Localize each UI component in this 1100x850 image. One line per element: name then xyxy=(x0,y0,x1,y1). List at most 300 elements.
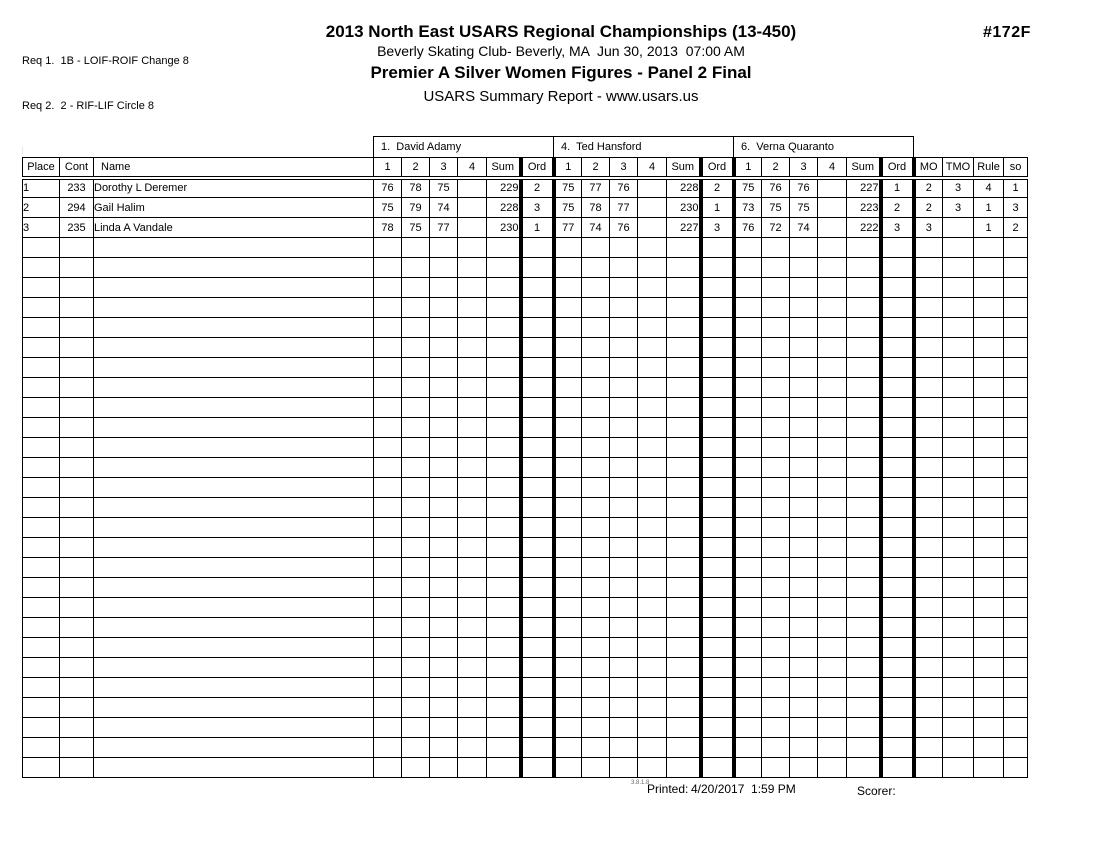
rule-cell xyxy=(974,758,1004,778)
judge1-score-3-cell xyxy=(430,458,458,478)
contestant-number-cell xyxy=(60,398,94,418)
judge3-score-2-cell xyxy=(762,598,790,618)
judge2-score-2-cell xyxy=(582,678,610,698)
skater-name-cell xyxy=(94,278,374,298)
judge2-score-2-cell xyxy=(582,658,610,678)
judge3-score-4-cell xyxy=(818,738,847,758)
judge3-score-2-cell xyxy=(762,258,790,278)
judge3-score-1-cell xyxy=(734,678,762,698)
rule-cell: 1 xyxy=(974,218,1004,238)
contestant-number-cell xyxy=(60,518,94,538)
empty-row xyxy=(23,258,1028,278)
tmo-cell xyxy=(943,598,974,618)
judge2-ordinal-cell xyxy=(701,478,734,498)
judge3-ordinal-cell xyxy=(881,698,914,718)
judge2-score-4-cell xyxy=(638,718,667,738)
result-row-2 xyxy=(23,198,1028,218)
judge3-score-1-cell xyxy=(734,518,762,538)
judge1-ordinal-cell xyxy=(521,358,554,378)
judge2-score-2-cell xyxy=(582,458,610,478)
contestant-number-cell xyxy=(60,558,94,578)
so-cell xyxy=(1004,618,1028,638)
judge2-score-3-cell xyxy=(610,598,638,618)
judge2-score-4-cell xyxy=(638,498,667,518)
rule-cell xyxy=(974,398,1004,418)
judge2-score-1-cell xyxy=(554,498,582,518)
judge3-ordinal-cell xyxy=(881,738,914,758)
rule-cell xyxy=(974,618,1004,638)
judge3-score-1-cell xyxy=(734,578,762,598)
contestant-number-cell xyxy=(60,598,94,618)
judge1-score-1-cell xyxy=(374,498,402,518)
judge1-score-2-cell xyxy=(402,638,430,658)
judge3-ordinal-cell: 2 xyxy=(881,198,914,218)
header-judge3-sum: Sum xyxy=(847,158,881,178)
judge3-score-2-cell xyxy=(762,278,790,298)
judge1-sum-cell xyxy=(487,438,521,458)
place-cell xyxy=(23,318,60,338)
skater-name-cell: Dorothy L Deremer xyxy=(94,178,374,198)
scorer-label: Scorer: xyxy=(857,784,896,798)
judge3-score-3-cell xyxy=(790,598,818,618)
judge1-sum-cell xyxy=(487,298,521,318)
judge3-score-4-cell xyxy=(818,518,847,538)
judge1-score-2-cell xyxy=(402,478,430,498)
contestant-number-cell xyxy=(60,438,94,458)
rule-cell xyxy=(974,498,1004,518)
judge1-sum-cell xyxy=(487,518,521,538)
software-version: 3.8.1.8 xyxy=(631,780,650,786)
judge2-score-3-cell xyxy=(610,258,638,278)
judge1-ordinal-cell xyxy=(521,578,554,598)
judge3-score-4-cell xyxy=(818,658,847,678)
judge3-score-3-cell xyxy=(790,258,818,278)
mo-cell xyxy=(914,718,943,738)
judge3-sum-cell xyxy=(847,518,881,538)
judge2-score-3-cell xyxy=(610,678,638,698)
rule-cell xyxy=(974,238,1004,258)
judge2-score-4-cell xyxy=(638,358,667,378)
judge3-score-3-cell xyxy=(790,658,818,678)
judge3-score-4-cell xyxy=(818,198,847,218)
judge3-ordinal-cell xyxy=(881,658,914,678)
judge2-score-4-cell xyxy=(638,658,667,678)
contestant-number-cell xyxy=(60,638,94,658)
judge3-sum-cell xyxy=(847,658,881,678)
rule-cell xyxy=(974,378,1004,398)
judge3-score-4-cell xyxy=(818,218,847,238)
judge2-score-4-cell xyxy=(638,178,667,198)
judge2-score-2-cell xyxy=(582,538,610,558)
judge3-score-2-cell xyxy=(762,318,790,338)
event-number: #172F xyxy=(983,24,1031,41)
judge2-score-2-cell: 77 xyxy=(582,178,610,198)
judge3-score-3-cell xyxy=(790,338,818,358)
judge1-sum-cell: 230 xyxy=(487,218,521,238)
judge2-ordinal-cell xyxy=(701,638,734,658)
judge1-score-4-cell xyxy=(458,238,487,258)
judge3-sum-cell xyxy=(847,478,881,498)
contestant-number-cell xyxy=(60,318,94,338)
place-cell xyxy=(23,698,60,718)
skater-name-cell xyxy=(94,578,374,598)
judge1-score-1-cell xyxy=(374,598,402,618)
judge3-ordinal-cell xyxy=(881,318,914,338)
judge2-ordinal-cell: 3 xyxy=(701,218,734,238)
header-judge3-2: 2 xyxy=(762,158,790,178)
judge1-ordinal-cell xyxy=(521,398,554,418)
rule-cell xyxy=(974,278,1004,298)
judge2-sum-cell xyxy=(667,538,701,558)
judge2-score-3-cell xyxy=(610,758,638,778)
so-cell xyxy=(1004,678,1028,698)
skater-name-cell xyxy=(94,558,374,578)
contestant-number-cell xyxy=(60,498,94,518)
skater-name-cell xyxy=(94,398,374,418)
rule-cell xyxy=(974,258,1004,278)
judge1-sum-cell xyxy=(487,678,521,698)
judge1-sum-cell xyxy=(487,338,521,358)
judge3-score-4-cell xyxy=(818,478,847,498)
judge2-score-1-cell xyxy=(554,478,582,498)
judge1-score-3-cell xyxy=(430,618,458,638)
judge1-score-4-cell xyxy=(458,478,487,498)
judge1-score-3-cell xyxy=(430,318,458,338)
judge1-score-2-cell xyxy=(402,538,430,558)
judge3-score-3-cell xyxy=(790,378,818,398)
judge1-ordinal-cell xyxy=(521,758,554,778)
judge1-score-1-cell: 76 xyxy=(374,178,402,198)
judge1-ordinal-cell xyxy=(521,538,554,558)
judge1-score-4-cell xyxy=(458,298,487,318)
skater-name-cell xyxy=(94,658,374,678)
judge2-score-1-cell xyxy=(554,638,582,658)
judge2-score-1-cell xyxy=(554,538,582,558)
so-cell xyxy=(1004,278,1028,298)
judge3-ordinal-cell: 1 xyxy=(881,178,914,198)
judge1-score-4-cell xyxy=(458,698,487,718)
judge3-score-1-cell xyxy=(734,758,762,778)
judge3-score-1-cell xyxy=(734,498,762,518)
judge2-ordinal-cell xyxy=(701,558,734,578)
judge2-score-2-cell xyxy=(582,238,610,258)
championship-title: 2013 North East USARS Regional Championships (13-450) xyxy=(325,22,797,41)
judge1-sum-cell xyxy=(487,458,521,478)
judge3-score-3-cell xyxy=(790,558,818,578)
tmo-cell xyxy=(943,418,974,438)
rule-cell xyxy=(974,578,1004,598)
so-cell xyxy=(1004,638,1028,658)
header-judge1-2: 2 xyxy=(402,158,430,178)
judge1-score-3-cell xyxy=(430,298,458,318)
judge2-score-4-cell xyxy=(638,438,667,458)
empty-row xyxy=(23,678,1028,698)
judge2-ordinal-cell xyxy=(701,438,734,458)
skater-name-cell xyxy=(94,678,374,698)
judge3-sum-cell xyxy=(847,338,881,358)
judge3-score-4-cell xyxy=(818,458,847,478)
judge1-score-4-cell xyxy=(458,738,487,758)
tmo-cell xyxy=(943,398,974,418)
judge3-score-4-cell xyxy=(818,238,847,258)
judge-banner-row xyxy=(23,137,1028,158)
judge1-score-2-cell xyxy=(402,458,430,478)
judge1-ordinal-cell xyxy=(521,678,554,698)
contestant-number-cell: 235 xyxy=(60,218,94,238)
judge2-score-3-cell xyxy=(610,578,638,598)
skater-name-cell xyxy=(94,378,374,398)
judge2-score-3-cell xyxy=(610,378,638,398)
mo-cell xyxy=(914,618,943,638)
header-judge1-1: 1 xyxy=(374,158,402,178)
judge2-sum-cell xyxy=(667,658,701,678)
judge3-sum-cell xyxy=(847,278,881,298)
tmo-cell xyxy=(943,718,974,738)
judge3-score-4-cell xyxy=(818,758,847,778)
judge2-score-1-cell xyxy=(554,278,582,298)
mo-cell xyxy=(914,398,943,418)
judge1-score-4-cell xyxy=(458,218,487,238)
judge3-score-3-cell xyxy=(790,578,818,598)
judge3-score-1-cell xyxy=(734,638,762,658)
judge2-score-1-cell xyxy=(554,338,582,358)
rule-cell xyxy=(974,458,1004,478)
judge2-score-1-cell xyxy=(554,598,582,618)
judge2-ordinal-cell xyxy=(701,418,734,438)
judge2-score-2-cell xyxy=(582,598,610,618)
place-cell xyxy=(23,618,60,638)
judge3-score-2-cell xyxy=(762,758,790,778)
place-cell xyxy=(23,578,60,598)
judge1-score-2-cell xyxy=(402,338,430,358)
judge3-sum-cell xyxy=(847,458,881,478)
empty-row xyxy=(23,498,1028,518)
judge3-ordinal-cell xyxy=(881,338,914,358)
header-judge2-ord: Ord xyxy=(701,158,734,178)
judge1-sum-cell: 228 xyxy=(487,198,521,218)
judge2-ordinal-cell xyxy=(701,298,734,318)
judge2-score-3-cell xyxy=(610,338,638,358)
so-cell xyxy=(1004,498,1028,518)
judge2-score-2-cell xyxy=(582,278,610,298)
judge1-score-4-cell xyxy=(458,538,487,558)
tmo-cell xyxy=(943,258,974,278)
tmo-cell xyxy=(943,438,974,458)
so-cell xyxy=(1004,418,1028,438)
judge3-score-4-cell xyxy=(818,398,847,418)
mo-cell: 3 xyxy=(914,218,943,238)
skater-name-cell xyxy=(94,598,374,618)
judge1-sum-cell xyxy=(487,238,521,258)
judge1-score-3-cell xyxy=(430,378,458,398)
result-row-3 xyxy=(23,218,1028,238)
judge3-score-1-cell xyxy=(734,538,762,558)
mo-cell xyxy=(914,598,943,618)
judge1-score-1-cell xyxy=(374,758,402,778)
judge1-score-1-cell xyxy=(374,318,402,338)
judge1-score-4-cell xyxy=(458,278,487,298)
judge3-score-1-cell xyxy=(734,378,762,398)
skater-name-cell xyxy=(94,518,374,538)
judge1-score-1-cell xyxy=(374,298,402,318)
judge3-score-3-cell xyxy=(790,538,818,558)
mo-cell xyxy=(914,638,943,658)
judge3-score-3-cell xyxy=(790,758,818,778)
judge3-ordinal-cell: 3 xyxy=(881,218,914,238)
judge1-score-3-cell xyxy=(430,758,458,778)
judge2-ordinal-cell xyxy=(701,358,734,378)
judge1-ordinal-cell xyxy=(521,658,554,678)
judge3-score-2-cell xyxy=(762,298,790,318)
judge2-score-3-cell xyxy=(610,358,638,378)
judge3-score-3-cell xyxy=(790,718,818,738)
judge2-score-2-cell xyxy=(582,738,610,758)
judge2-score-3-cell xyxy=(610,618,638,638)
empty-row xyxy=(23,418,1028,438)
judge2-ordinal-cell xyxy=(701,538,734,558)
judge2-sum-cell: 230 xyxy=(667,198,701,218)
header-judge1-ord: Ord xyxy=(521,158,554,178)
judge3-score-2-cell xyxy=(762,418,790,438)
judge1-score-1-cell xyxy=(374,558,402,578)
judge1-score-3-cell xyxy=(430,558,458,578)
judge2-sum-cell: 227 xyxy=(667,218,701,238)
judge2-score-1-cell: 75 xyxy=(554,198,582,218)
contestant-number-cell xyxy=(60,698,94,718)
empty-row xyxy=(23,718,1028,738)
judge2-score-3-cell xyxy=(610,718,638,738)
rule-cell xyxy=(974,418,1004,438)
judge3-sum-cell xyxy=(847,258,881,278)
empty-row xyxy=(23,458,1028,478)
judge3-score-3-cell xyxy=(790,738,818,758)
skater-name-cell: Linda A Vandale xyxy=(94,218,374,238)
results-table-body xyxy=(23,178,1028,778)
judge3-score-3-cell xyxy=(790,438,818,458)
judge1-score-4-cell xyxy=(458,438,487,458)
judge3-sum-cell: 227 xyxy=(847,178,881,198)
contestant-number-cell xyxy=(60,758,94,778)
place-cell xyxy=(23,278,60,298)
judge2-score-4-cell xyxy=(638,318,667,338)
so-cell: 1 xyxy=(1004,178,1028,198)
so-cell xyxy=(1004,338,1028,358)
judge2-score-2-cell xyxy=(582,478,610,498)
judge1-score-3-cell: 75 xyxy=(430,178,458,198)
judge1-sum-cell xyxy=(487,418,521,438)
judge1-score-1-cell xyxy=(374,438,402,458)
judge1-sum-cell xyxy=(487,278,521,298)
judge1-ordinal-cell xyxy=(521,638,554,658)
judge1-score-4-cell xyxy=(458,458,487,478)
rule-cell xyxy=(974,718,1004,738)
judge1-score-1-cell xyxy=(374,358,402,378)
judge1-score-2-cell xyxy=(402,758,430,778)
judge3-sum-cell xyxy=(847,738,881,758)
so-cell xyxy=(1004,558,1028,578)
judge1-score-1-cell xyxy=(374,658,402,678)
judge1-score-4-cell xyxy=(458,398,487,418)
judge-header-3: 6. Verna Quaranto xyxy=(734,137,914,158)
tmo-cell xyxy=(943,638,974,658)
empty-row xyxy=(23,238,1028,258)
mo-cell xyxy=(914,678,943,698)
place-cell xyxy=(23,398,60,418)
judge3-score-4-cell xyxy=(818,258,847,278)
judge2-score-3-cell xyxy=(610,458,638,478)
judge1-score-3-cell xyxy=(430,538,458,558)
empty-row xyxy=(23,478,1028,498)
judge1-score-3-cell xyxy=(430,738,458,758)
tmo-cell xyxy=(943,458,974,478)
header-judge2-2: 2 xyxy=(582,158,610,178)
judge2-score-3-cell xyxy=(610,638,638,658)
judge2-score-2-cell xyxy=(582,298,610,318)
judge2-score-4-cell xyxy=(638,378,667,398)
header-judge3-1: 1 xyxy=(734,158,762,178)
judge1-score-2-cell: 79 xyxy=(402,198,430,218)
header-judge1-sum: Sum xyxy=(487,158,521,178)
skater-name-cell xyxy=(94,478,374,498)
judge2-score-3-cell xyxy=(610,738,638,758)
place-cell xyxy=(23,658,60,678)
judge2-ordinal-cell xyxy=(701,378,734,398)
mo-cell xyxy=(914,458,943,478)
judge1-ordinal-cell: 1 xyxy=(521,218,554,238)
judge1-score-3-cell xyxy=(430,278,458,298)
judge2-score-1-cell xyxy=(554,458,582,478)
judge2-sum-cell xyxy=(667,438,701,458)
judge3-score-3-cell xyxy=(790,498,818,518)
mo-cell xyxy=(914,318,943,338)
judge1-score-4-cell xyxy=(458,178,487,198)
judge3-sum-cell xyxy=(847,698,881,718)
judge2-score-1-cell xyxy=(554,398,582,418)
judge2-score-1-cell xyxy=(554,298,582,318)
so-cell xyxy=(1004,658,1028,678)
judge2-score-2-cell xyxy=(582,438,610,458)
tmo-cell xyxy=(943,578,974,598)
judge2-score-3-cell: 76 xyxy=(610,178,638,198)
results-table xyxy=(22,136,1028,778)
judge1-score-3-cell xyxy=(430,358,458,378)
skater-name-cell xyxy=(94,238,374,258)
mo-cell xyxy=(914,278,943,298)
judge3-ordinal-cell xyxy=(881,418,914,438)
judge1-score-1-cell xyxy=(374,618,402,638)
judge2-ordinal-cell xyxy=(701,598,734,618)
judge1-score-4-cell xyxy=(458,618,487,638)
judge2-sum-cell xyxy=(667,698,701,718)
tmo-cell xyxy=(943,538,974,558)
event-title: Premier A Silver Women Figures - Panel 2 Final xyxy=(370,63,752,82)
judge3-score-2-cell xyxy=(762,238,790,258)
judge1-score-1-cell xyxy=(374,338,402,358)
judge2-score-1-cell xyxy=(554,418,582,438)
judge3-ordinal-cell xyxy=(881,298,914,318)
contestant-number-cell xyxy=(60,378,94,398)
judge2-score-4-cell xyxy=(638,218,667,238)
header-judge3-3: 3 xyxy=(790,158,818,178)
judge1-score-2-cell xyxy=(402,718,430,738)
judge3-ordinal-cell xyxy=(881,278,914,298)
judge2-score-2-cell xyxy=(582,718,610,738)
empty-row xyxy=(23,358,1028,378)
empty-row xyxy=(23,538,1028,558)
judge2-sum-cell xyxy=(667,578,701,598)
judge2-sum-cell xyxy=(667,378,701,398)
judge3-ordinal-cell xyxy=(881,478,914,498)
